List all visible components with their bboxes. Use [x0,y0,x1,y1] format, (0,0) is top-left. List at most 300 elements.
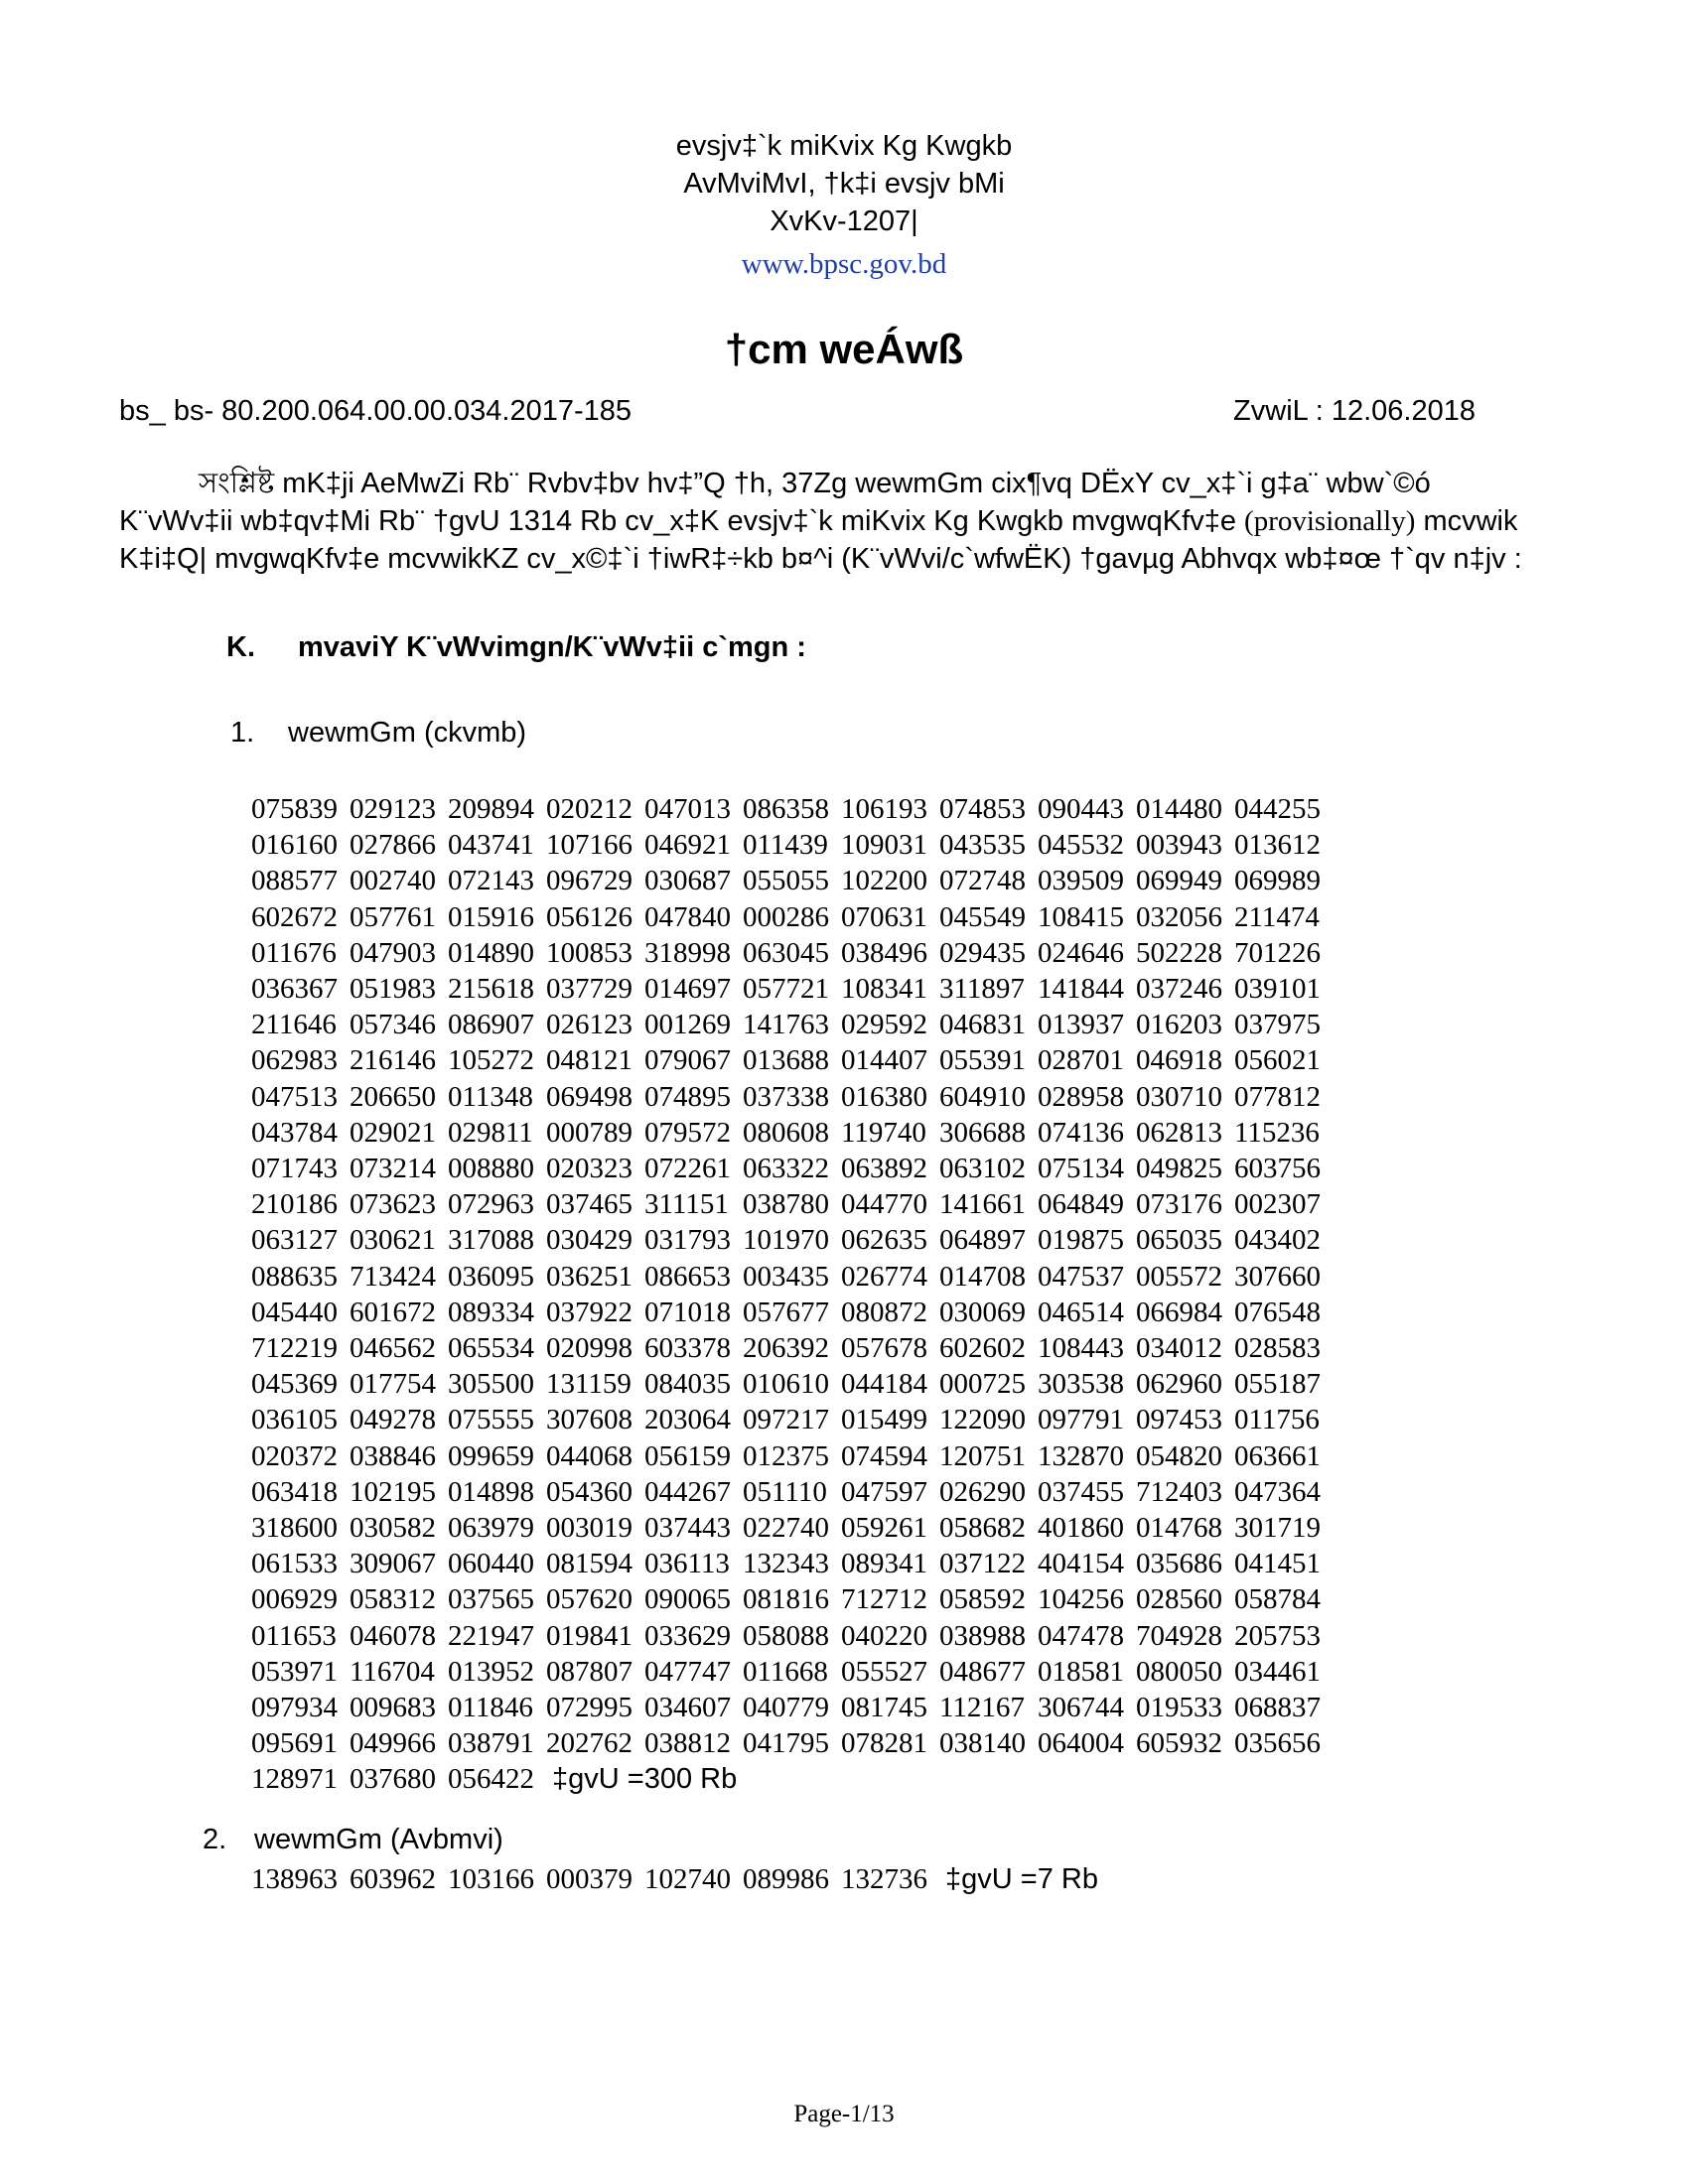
roll-number: 074136 [1038,1116,1124,1149]
office-address: AvMviMvI, †k‡i evsjv bMi [683,168,1005,200]
roll-number: 108341 [841,973,927,1006]
roll-number: 120751 [939,1439,1026,1472]
roll-row [251,827,1333,863]
roll-number: 069949 [1136,865,1222,897]
roll-number: 020323 [546,1153,633,1185]
item-total: ‡gvU =7 Rb [945,1863,1098,1895]
roll-number: 106193 [841,793,927,825]
roll-number: 128971 [251,1763,338,1796]
roll-row [251,1222,1333,1258]
roll-number: 015499 [841,1404,927,1436]
roll-number: 030429 [546,1224,633,1257]
roll-number: 047597 [841,1475,927,1508]
roll-number: 037338 [743,1080,829,1113]
roll-number: 097217 [743,1404,829,1436]
roll-number: 063322 [743,1153,829,1185]
roll-number: 002307 [1234,1188,1321,1221]
roll-number: 097791 [1038,1404,1124,1436]
roll-number: 104256 [1038,1583,1124,1616]
roll-number: 044184 [841,1368,927,1401]
roll-number: 037443 [644,1512,731,1545]
roll-number: 022740 [743,1512,829,1545]
roll-row [251,1366,1333,1402]
roll-row [251,971,1333,1007]
roll-number: 057678 [841,1332,927,1365]
roll-number: 014480 [1136,793,1222,825]
roll-number: 028701 [1038,1044,1124,1077]
roll-number: 206650 [350,1080,436,1113]
roll-number: 048677 [939,1655,1026,1688]
roll-number: 210186 [251,1188,338,1221]
roll-number: 056422 [448,1763,534,1796]
roll-number: 043402 [1234,1224,1321,1257]
roll-number: 712403 [1136,1475,1222,1508]
roll-number: 003019 [546,1512,633,1545]
roll-number: 055527 [841,1655,927,1688]
roll-number: 306744 [1038,1692,1124,1724]
roll-number: 053971 [251,1655,338,1688]
roll-number: 058682 [939,1512,1026,1545]
roll-number: 014768 [1136,1512,1222,1545]
roll-row [251,1761,1333,1797]
roll-number: 063979 [448,1512,534,1545]
roll-number: 108415 [1038,900,1124,933]
roll-number: 002740 [350,865,436,897]
roll-number: 047903 [350,936,436,969]
roll-number: 026123 [546,1009,633,1041]
section-heading [226,631,806,664]
roll-number: 013952 [448,1655,534,1688]
roll-number: 065035 [1136,1224,1222,1257]
roll-number: 047478 [1038,1619,1124,1652]
roll-number: 116704 [350,1655,435,1688]
intro-paragraph [119,465,1549,578]
roll-number: 211646 [251,1009,337,1041]
roll-number: 037729 [546,973,633,1006]
roll-number: 031793 [644,1224,731,1257]
roll-number: 088635 [251,1260,338,1293]
roll-number: 018581 [1038,1655,1124,1688]
roll-number: 041451 [1234,1548,1321,1580]
roll-number: 141763 [743,1009,829,1041]
roll-number: 073214 [350,1153,436,1185]
memo-number-value: bs- 80.200.064.00.00.034.2017-185 [173,395,632,427]
roll-number: 102200 [841,865,927,897]
roll-number: 016380 [841,1080,927,1113]
roll-number: 044068 [546,1439,633,1472]
roll-number: 404154 [1038,1548,1124,1580]
roll-number: 066984 [1136,1296,1222,1328]
roll-number: 000286 [743,900,829,933]
roll-row [251,1186,1333,1222]
roll-row [251,1474,1333,1510]
memo-number [119,395,632,428]
roll-number: 203064 [644,1404,731,1436]
roll-number: 073623 [350,1188,436,1221]
memo-date: ZvwiL : 12.06.2018 [1233,395,1476,427]
roll-number: 074594 [841,1439,927,1472]
roll-number: 502228 [1136,936,1222,969]
roll-number: 043741 [448,829,534,862]
roll-number: 015916 [448,900,534,933]
roll-number: 030710 [1136,1080,1222,1113]
roll-number: 202762 [546,1727,633,1760]
roll-number: 011439 [743,829,828,862]
roll-number: 704928 [1136,1619,1222,1652]
roll-number: 037246 [1136,973,1222,1006]
roll-number: 001269 [644,1009,731,1041]
roll-number: 011756 [1234,1404,1320,1436]
roll-number: 097934 [251,1692,338,1724]
roll-number: 030621 [350,1224,436,1257]
roll-number: 109031 [841,829,927,862]
roll-number: 602672 [251,900,338,933]
roll-number: 011348 [448,1080,533,1113]
roll-number: 030069 [939,1296,1026,1328]
roll-number: 057677 [743,1296,829,1328]
roll-number: 027866 [350,829,436,862]
roll-number: 086358 [743,793,829,825]
roll-number: 000789 [546,1116,633,1149]
roll-number: 089986 [743,1863,829,1895]
roll-number: 601672 [350,1296,436,1328]
roll-number: 013937 [1038,1009,1124,1041]
roll-row [251,1330,1333,1366]
roll-number: 096729 [546,865,633,897]
roll-number: 301719 [1234,1512,1321,1545]
item-number: 1. [230,717,255,749]
section-label: mvaviY K¨vWvimgn/K¨vWv‡ii c`mgn : [298,631,806,663]
roll-number: 012375 [743,1439,829,1472]
roll-number: 036095 [448,1260,534,1293]
roll-number: 306688 [939,1116,1026,1149]
roll-number: 024646 [1038,936,1124,969]
roll-row [251,935,1333,971]
roll-number: 071018 [644,1296,731,1328]
roll-number: 054820 [1136,1439,1222,1472]
roll-number: 305500 [448,1368,534,1401]
roll-number: 036367 [251,973,338,1006]
roll-number: 076548 [1234,1296,1321,1328]
roll-row [251,1618,1333,1654]
roll-number: 029435 [939,936,1026,969]
roll-number: 063127 [251,1224,338,1257]
intro-text-part1: সংশ্লিষ্ট mK‡ji AeMwZi Rb¨ Rvbv‡bv hv‡”Q †h, 37Zg wewmGm cix¶vq DËxY cv_x‡`i g‡a¨ wbw`©ó K¨vWv‡ii wb‡qv‡Mi Rb¨ †gvU 1314 Rb cv_x‡K evsjv‡`k miKvix Kg Kwgkb mvgwqKfv‡e [119,468,1431,537]
roll-number: 005572 [1136,1260,1222,1293]
roll-number: 034607 [644,1692,731,1724]
roll-number: 035656 [1234,1727,1321,1760]
roll-number: 055055 [743,865,829,897]
roll-number: 039509 [1038,865,1124,897]
roll-number: 073176 [1136,1188,1222,1221]
roll-number: 049825 [1136,1153,1222,1185]
roll-number: 072143 [448,865,534,897]
roll-number: 064849 [1038,1188,1124,1221]
roll-number: 077812 [1234,1080,1321,1113]
roll-number: 046562 [350,1332,436,1365]
roll-number: 037975 [1234,1009,1321,1041]
roll-number: 132870 [1038,1439,1124,1472]
roll-row [251,1079,1333,1115]
roll-number: 019533 [1136,1692,1222,1724]
roll-row [251,899,1333,935]
roll-number: 045549 [939,900,1026,933]
roll-number: 112167 [939,1692,1025,1724]
roll-number: 069498 [546,1080,633,1113]
roll-number: 102195 [350,1475,436,1508]
roll-number: 060440 [448,1548,534,1580]
roll-number: 071743 [251,1153,338,1185]
roll-number: 046831 [939,1009,1026,1041]
roll-number: 061533 [251,1548,338,1580]
roll-number: 037122 [939,1548,1026,1580]
roll-number: 003435 [743,1260,829,1293]
roll-number: 038496 [841,936,927,969]
roll-number: 057620 [546,1583,633,1616]
roll-number: 039101 [1234,973,1321,1006]
roll-number: 068837 [1234,1692,1321,1724]
website-link[interactable]: www.bpsc.gov.bd [741,248,947,280]
roll-number: 205753 [1234,1619,1321,1652]
roll-number: 701226 [1234,936,1321,969]
roll-number: 030687 [644,865,731,897]
roll-number: 049278 [350,1404,436,1436]
roll-number: 003943 [1136,829,1222,862]
roll-number: 087807 [546,1655,633,1688]
roll-number: 037465 [546,1188,633,1221]
roll-number: 712219 [251,1332,338,1365]
roll-number: 026290 [939,1475,1026,1508]
roll-row [251,1725,1333,1761]
roll-number: 047013 [644,793,731,825]
roll-number: 046514 [1038,1296,1124,1328]
roll-number: 307660 [1234,1260,1321,1293]
roll-number: 072995 [546,1692,633,1724]
roll-number: 058312 [350,1583,436,1616]
roll-row [251,1042,1333,1078]
roll-number: 078281 [841,1727,927,1760]
roll-number: 401860 [1038,1512,1124,1545]
item-total: ‡gvU =300 Rb [552,1763,738,1796]
roll-number: 016203 [1136,1009,1222,1041]
roll-number: 713424 [350,1260,436,1293]
roll-number: 038988 [939,1619,1026,1652]
roll-number: 056159 [644,1439,731,1472]
roll-number: 029592 [841,1009,927,1041]
roll-number: 080050 [1136,1655,1222,1688]
roll-number: 045440 [251,1296,338,1328]
roll-number: 604910 [939,1080,1026,1113]
roll-number: 037922 [546,1296,633,1328]
roll-row [251,1007,1333,1042]
roll-number: 047747 [644,1655,731,1688]
roll-number: 090443 [1038,793,1124,825]
roll-number: 038780 [743,1188,829,1221]
roll-number: 079572 [644,1116,731,1149]
roll-number: 045532 [1038,829,1124,862]
item-number: 2. [203,1824,227,1855]
roll-number: 056021 [1234,1044,1321,1077]
roll-number: 086653 [644,1260,731,1293]
roll-number: 062983 [251,1044,338,1077]
roll-row [251,1510,1333,1546]
roll-number: 009683 [350,1692,436,1724]
roll-number: 318600 [251,1512,338,1545]
roll-number: 062635 [841,1224,927,1257]
roll-row [251,1259,1333,1295]
item-heading [230,717,526,750]
roll-number: 011668 [743,1655,828,1688]
roll-number: 206392 [743,1332,829,1365]
page-number: Page-1/13 [793,2101,895,2127]
roll-number: 602602 [939,1332,1026,1365]
roll-number: 011676 [251,936,337,969]
roll-number: 046918 [1136,1044,1222,1077]
roll-number: 055187 [1234,1368,1321,1401]
roll-number: 318998 [644,936,731,969]
roll-number: 037455 [1038,1475,1124,1508]
roll-number: 311897 [939,973,1025,1006]
roll-number: 216146 [350,1044,436,1077]
roll-number: 103166 [448,1863,534,1895]
roll-number: 089341 [841,1548,927,1580]
roll-row [251,1654,1333,1690]
roll-number: 038791 [448,1727,534,1760]
roll-number: 014890 [448,936,534,969]
roll-number: 058592 [939,1583,1026,1616]
office-city: XvKv-1207| [770,205,918,237]
roll-number: 026774 [841,1260,927,1293]
roll-row [251,1861,1098,1897]
roll-number: 036251 [546,1260,633,1293]
roll-number: 044267 [644,1475,731,1508]
roll-number: 000379 [546,1863,633,1895]
roll-number: 138963 [251,1863,338,1895]
roll-number-grid [251,791,1333,1798]
roll-number: 603756 [1234,1153,1321,1185]
roll-number: 020372 [251,1439,338,1472]
roll-number: 014708 [939,1260,1026,1293]
roll-number: 055391 [939,1044,1026,1077]
roll-number: 108443 [1038,1332,1124,1365]
roll-number: 019875 [1038,1224,1124,1257]
roll-number: 311151 [644,1188,729,1221]
roll-number: 014407 [841,1044,927,1077]
roll-number: 046078 [350,1619,436,1652]
roll-number: 011653 [251,1619,337,1652]
roll-number: 090065 [644,1583,731,1616]
roll-number: 081816 [743,1583,829,1616]
roll-number: 307608 [546,1404,633,1436]
roll-number: 029021 [350,1116,436,1149]
roll-number: 072261 [644,1153,731,1185]
roll-number: 034461 [1234,1655,1321,1688]
roll-row [251,1546,1333,1581]
roll-number: 035686 [1136,1548,1222,1580]
item-label: wewmGm (Avbmvi) [254,1824,503,1855]
roll-number: 063418 [251,1475,338,1508]
roll-number: 036105 [251,1404,338,1436]
roll-number: 047840 [644,900,731,933]
roll-row [251,1581,1333,1617]
roll-number: 037565 [448,1583,534,1616]
roll-number: 075134 [1038,1153,1124,1185]
roll-number: 020212 [546,793,633,825]
roll-number: 119740 [841,1116,926,1149]
roll-number: 141844 [1038,973,1124,1006]
roll-number: 037680 [350,1763,436,1796]
roll-number: 010610 [743,1368,829,1401]
roll-number: 079067 [644,1044,731,1077]
roll-number: 107166 [546,829,633,862]
roll-number: 028958 [1038,1080,1124,1113]
roll-row [251,1438,1333,1474]
roll-number: 033629 [644,1619,731,1652]
roll-number: 056126 [546,900,633,933]
roll-number: 046921 [644,829,731,862]
roll-number: 040779 [743,1692,829,1724]
roll-number: 086907 [448,1009,534,1041]
roll-number: 032056 [1136,900,1222,933]
roll-number-grid [251,1861,1098,1897]
roll-number: 047537 [1038,1260,1124,1293]
roll-number: 211474 [1234,900,1320,933]
roll-number: 028560 [1136,1583,1222,1616]
intro-english-term: (provisionally) [1244,505,1416,537]
roll-number: 063892 [841,1153,927,1185]
roll-number: 008880 [448,1153,534,1185]
roll-number: 209894 [448,793,534,825]
roll-number: 036113 [644,1548,730,1580]
roll-number: 095691 [251,1727,338,1760]
roll-number: 019841 [546,1619,633,1652]
roll-number: 057346 [350,1009,436,1041]
roll-number: 088577 [251,865,338,897]
memo-number-prefix: bs_ [119,395,166,427]
roll-row [251,863,1333,898]
roll-number: 000725 [939,1368,1026,1401]
roll-number: 603962 [350,1863,436,1895]
roll-number: 016160 [251,829,338,862]
roll-number: 006929 [251,1583,338,1616]
roll-number: 115236 [1234,1116,1320,1149]
roll-number: 122090 [939,1404,1026,1436]
roll-number: 059261 [841,1512,927,1545]
roll-number: 065534 [448,1332,534,1365]
roll-number: 603378 [644,1332,731,1365]
roll-row [251,791,1333,827]
item-label: wewmGm (ckvmb) [288,717,527,749]
roll-number: 074895 [644,1080,731,1113]
roll-number: 043784 [251,1116,338,1149]
roll-row [251,1295,1333,1330]
roll-number: 058784 [1234,1583,1321,1616]
roll-number: 048121 [546,1044,633,1077]
roll-number: 712712 [841,1583,927,1616]
roll-number: 011846 [448,1692,533,1724]
roll-number: 080608 [743,1116,829,1149]
roll-number: 038846 [350,1439,436,1472]
roll-number: 030582 [350,1512,436,1545]
roll-number: 072963 [448,1188,534,1221]
roll-number: 057761 [350,900,436,933]
roll-number: 051983 [350,973,436,1006]
section-letter: K. [226,631,255,663]
roll-number: 063102 [939,1153,1026,1185]
roll-number: 044255 [1234,793,1321,825]
roll-number: 099659 [448,1439,534,1472]
roll-number: 075555 [448,1404,534,1436]
